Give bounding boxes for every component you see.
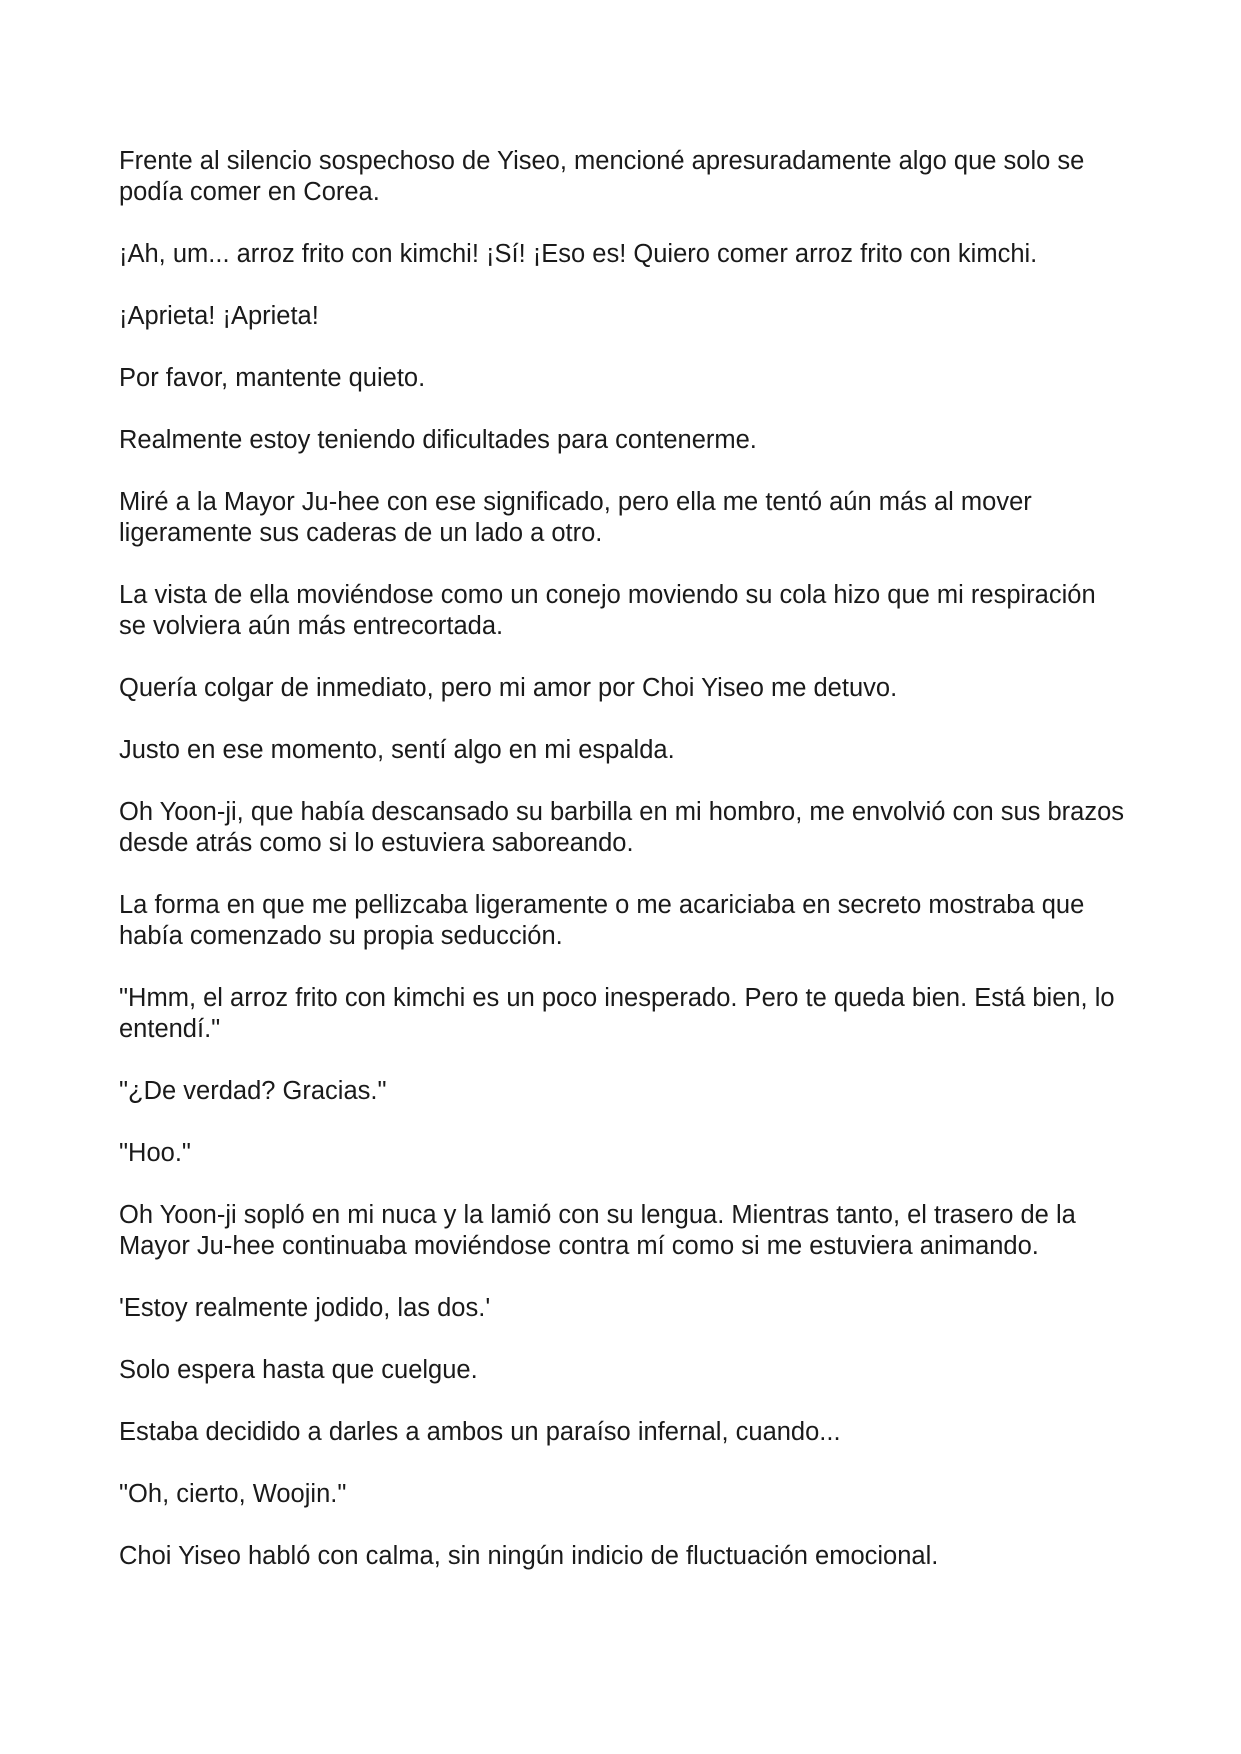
paragraph: Oh Yoon-ji sopló en mi nuca y la lamió con su lengua. Mientras tanto, el trasero de la Mayor Ju-hee continuaba moviéndose contra mí como si me estuviera animando. (119, 1201, 1076, 1260)
paragraph: Oh Yoon-ji, que había descansado su barbilla en mi hombro, me envolvió con sus brazos desde atrás como si lo estuviera saboreando. (119, 798, 1125, 857)
paragraph: Solo espera hasta que cuelgue. (119, 1356, 478, 1384)
paragraph: La vista de ella moviéndose como un conejo moviendo su cola hizo que mi respiración se volviera aún más entrecortada. (119, 581, 1096, 640)
paragraph: "Hmm, el arroz frito con kimchi es un poco inesperado. Pero te queda bien. Está bien, lo entendí." (119, 984, 1115, 1043)
paragraph: ¡Aprieta! ¡Aprieta! (119, 302, 319, 330)
paragraph: 'Estoy realmente jodido, las dos.' (119, 1294, 491, 1322)
paragraph: ¡Ah, um... arroz frito con kimchi! ¡Sí! ¡Eso es! Quiero comer arroz frito con kimchi. (119, 240, 1038, 268)
paragraph: La forma en que me pellizcaba ligeramente o me acariciaba en secreto mostraba que había comenzado su propia seducción. (119, 891, 1085, 950)
paragraph: "Hoo." (119, 1139, 191, 1167)
paragraph: Realmente estoy teniendo dificultades para contenerme. (119, 426, 757, 454)
paragraph: Quería colgar de inmediato, pero mi amor por Choi Yiseo me detuvo. (119, 674, 898, 702)
paragraph: Miré a la Mayor Ju-hee con ese significado, pero ella me tentó aún más al mover ligeramente sus caderas de un lado a otro. (119, 488, 1032, 547)
document-body (119, 146, 1129, 1603)
paragraph: Justo en ese momento, sentí algo en mi espalda. (119, 736, 675, 764)
paragraph: "Oh, cierto, Woojin." (119, 1480, 347, 1508)
paragraph: Estaba decidido a darles a ambos un paraíso infernal, cuando... (119, 1418, 841, 1446)
paragraph: Frente al silencio sospechoso de Yiseo, mencioné apresuradamente algo que solo se podía comer en Corea. (119, 147, 1085, 206)
paragraph: "¿De verdad? Gracias." (119, 1077, 387, 1105)
paragraph: Choi Yiseo habló con calma, sin ningún indicio de fluctuación emocional. (119, 1542, 939, 1570)
paragraph: Por favor, mantente quieto. (119, 364, 426, 392)
